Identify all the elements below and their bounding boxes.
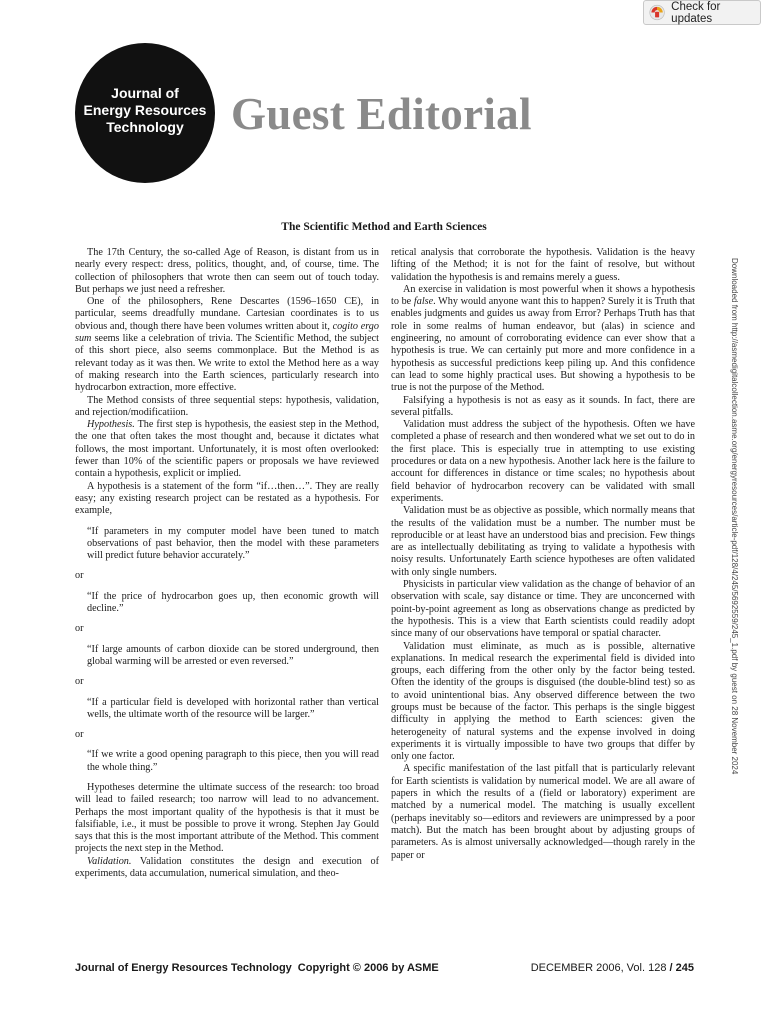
check-for-updates-button[interactable] <box>643 0 761 25</box>
footer-issue: DECEMBER 2006, Vol. 128 <box>530 962 667 974</box>
or-separator: or <box>75 623 84 635</box>
logo-line-2: Energy Resources <box>83 101 207 118</box>
journal-logo <box>75 43 215 183</box>
right-column <box>391 247 695 862</box>
section-title: Guest Editorial <box>231 89 532 139</box>
logo-line-3: Technology <box>106 118 184 135</box>
paragraph: One of the philosophers, Rene Descartes (1596–1650 CE), in particular, seems dreadfully mundane. Cartesian coordinates is to us obvious and, though there have been volumes written about it, cogito ergo sum seems like a celebration of trivia. The Scientific Method, the subject of this short piece, also seems commonplace. But the Method is as relevant today as it was then. We write to extol the Method here as a way of making research into the Earth sciences, particularly research into hydrocarbon extraction, more effective. <box>75 296 379 394</box>
run-in-heading: Validation. <box>87 855 132 867</box>
paragraph: The 17th Century, the so-called Age of Reason, is distant from us in nearly every respect: dress, politics, thought, and, of course, time. The collection of philosophers that wrote then can seem out of touch today. But perhaps we just need a refresher. <box>75 247 379 295</box>
or-separator: or <box>75 676 84 688</box>
logo-line-1: Journal of <box>111 84 179 101</box>
quote: “If parameters in my computer model have been tuned to match observations of past behavior, then the model with these parameters will predict future behavior accurately.” <box>87 525 379 562</box>
or-separator: or <box>75 729 84 741</box>
check-for-updates-label: Check for updates <box>671 0 721 25</box>
paragraph: A specific manifestation of the last pitfall that is particularly relevant for Earth scientists is validation by numerical model. We are all aware of papers in which the results of a (field or laboratory) experiment are matched by a numerical model. The matching is usually excellent (perhaps inevitably so—editors and reviewers are unimpressed by a poor match). But the match has been brought about by adjusting groups of parameters. As is almost universally acknowledged—though rarely in the paper or <box>391 763 695 861</box>
quote: “If a particular field is developed with horizontal rather than vertical wells, the ultimate worth of the resource will be larger.” <box>87 696 379 720</box>
emphasis: false <box>413 296 434 308</box>
footer-copyright: Copyright © 2006 by ASME <box>297 962 439 974</box>
quote: “If large amounts of carbon dioxide can be stored underground, then global warming will be arrested or even reversed.” <box>87 643 379 667</box>
footer-journal-info <box>75 962 439 974</box>
paragraph: Hypothesis. The first step is hypothesis, the easiest step in the Method, the one that often takes the most thought and, because it dictates what follows, the most important. Unfortunately, it is most often overlooked: fewer than 10% of the scientific papers or proposals we have reviewed contain a hypothesis, explicit or implied. <box>75 419 379 480</box>
paragraph: Hypotheses determine the ultimate success of the research: too broad will lead to failed research; too narrow will lead to no advancement. Perhaps the most important quality of the hypothesis is that it must be falsifiable, i.e., it must be possible to prove it wrong. Stephen Jay Gould says that this is the most important attribute of the Method. This comment projects the next step in the Method. <box>75 781 379 855</box>
page-footer <box>75 962 694 974</box>
footer-journal-name: Journal of Energy Resources Technology <box>75 962 292 974</box>
quote: “If we write a good opening paragraph to this piece, then you will read the whole thing.” <box>87 749 379 773</box>
download-note: Downloaded from http://asmedigitalcollection.asme.org/energyresources/article-pdf/128/4/245/5692559/245_1.pdf by guest on 28 November 2024 <box>730 258 739 775</box>
footer-separator: / <box>669 962 673 974</box>
quote: “If the price of hydrocarbon goes up, then economic growth will decline.” <box>87 590 379 615</box>
paragraph: Validation must address the subject of the hypothesis. Often we have completed a phase of research and then wondered what we set out to do in the first place. This is especially true in attempting to use existing procedures or data on a new hypothesis. Another lack here is the failure to account for differences in distance or time scales; no hypothesis about field behavior of hydrocarbon recovery can be validated with small experiments. <box>391 419 695 504</box>
paragraph: Falsifying a hypothesis is not as easy as it sounds. In fact, there are several pitfalls. <box>391 394 695 418</box>
paragraph: A hypothesis is a statement of the form “if…then…”. They are really easy; any existing research project can be restated as a hypothesis. For example, <box>75 480 379 517</box>
paragraph: The Method consists of three sequential steps: hypothesis, validation, and rejection/modificatiion. <box>75 394 379 418</box>
footer-issue-info <box>531 962 694 974</box>
check-for-updates-icon <box>649 4 665 21</box>
article-title: The Scientific Method and Earth Sciences <box>281 221 487 233</box>
or-separator: or <box>75 570 84 582</box>
paragraph: Validation. Validation constitutes the design and execution of experiments, data accumulation, numerical simulation, and theo- <box>75 855 379 880</box>
latin-phrase: cogito ergo sum <box>75 320 379 345</box>
paragraph: Physicists in particular view validation as the change of behavior of an observation with scale, say distance or time. They are unconcerned with point-by-point agreement as long as observations change as predicted by the hypothesis. This is a view that Earth scientists could readily adopt since many of our observations have temporal or spatial character. <box>391 579 695 640</box>
paragraph: retical analysis that corroborate the hypothesis. Validation is the heavy lifting of the Method; it is not for the faint of resolve, but without validation the hypothesis is and remains merely a guess. <box>391 247 695 283</box>
paragraph: Validation must eliminate, as much as is possible, alternative explanations. In medical research the experimental field is divided into groups, each differing from the other only by the factor being tested. Often the identity of the groups is disguised (the double-blind test) so as to avoid unintentional bias. Any observed difference between the two groups must be because of the factor. This perhaps is the single biggest difficulty in applying the method to Earth sciences: given the heterogeneity of natural systems and the expense involved in doing experiments it is virtually impossible to have two groups that differ by only one factor. <box>391 640 695 763</box>
left-column <box>75 247 379 880</box>
paragraph: Validation must be as objective as possible, which normally means that the results of the validation must be a number. The number must be reproducible or at least have an understood bias and precision. Few things are as intellectually debilitating as trying to validate a hypothesis with noisy results. Unfortunately Earth science hypotheses are often validated with only single numbers. <box>391 505 695 578</box>
page-number: 245 <box>675 962 694 974</box>
run-in-heading: Hypothesis. <box>87 419 135 431</box>
paragraph: An exercise in validation is most powerful when it shows a hypothesis to be false. Why would anyone want this to happen? Surely it is Truth that enables judgments and guides us away from Error? Perhaps Truth has that role in some realms of human endeavor, but (alas) in science and engineering, no amount of corroborating evidence can ever show that a hypothesis is true. We can certainly put more and more confidence in a hypothesis as successful predictions keep piling up. And this confidence can lead to some highly practical uses. But showing a hypothesis to be true is not the purpose of the Method. <box>391 283 695 394</box>
